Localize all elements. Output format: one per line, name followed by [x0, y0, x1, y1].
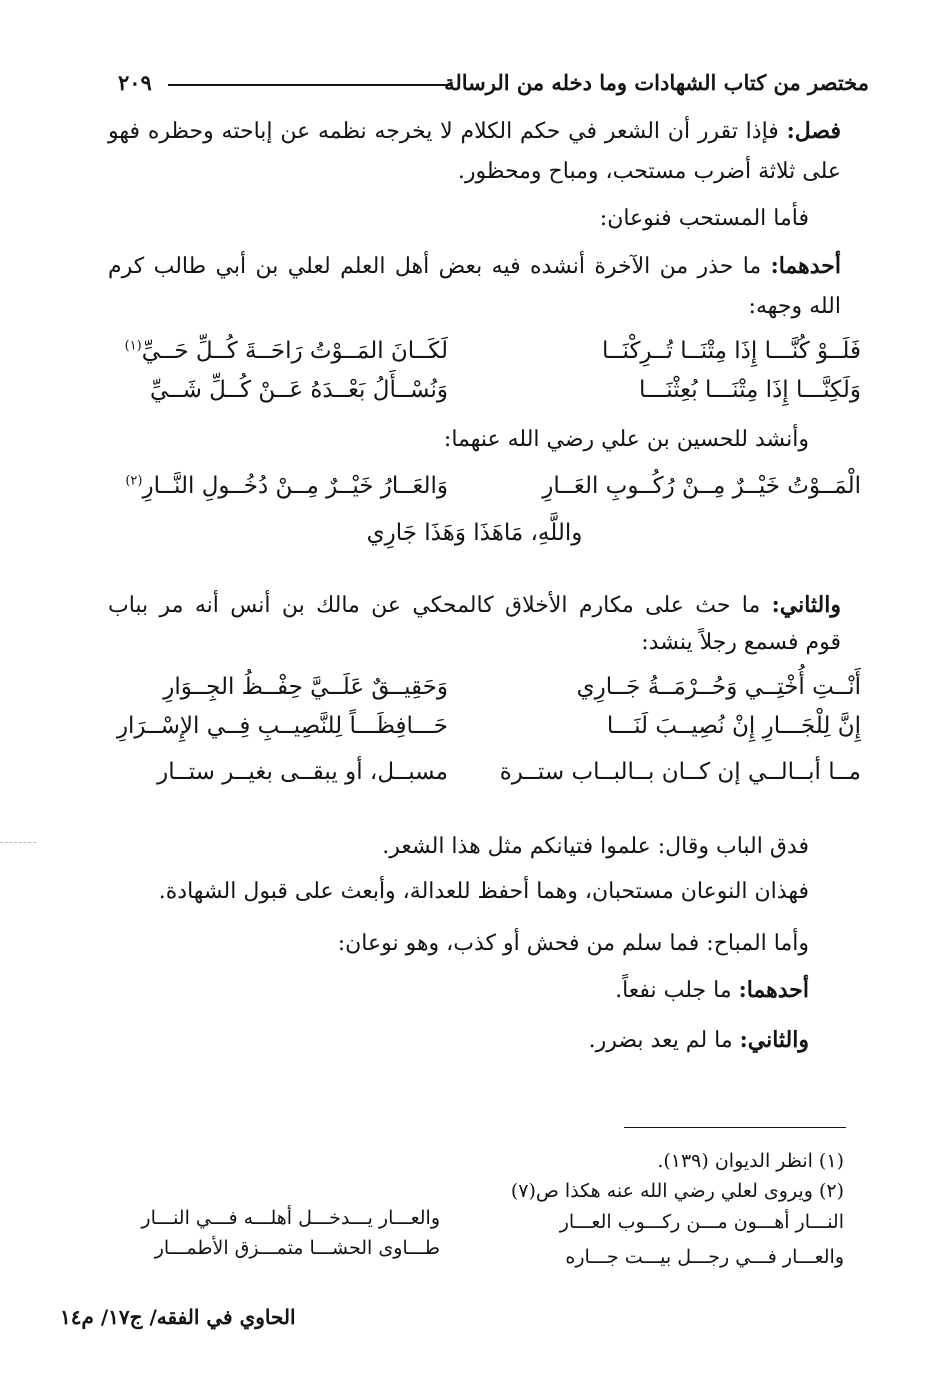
footnote-verse1-left: والعـــار يـــدخـــل أهلـــه فـــي النـــار — [141, 1207, 440, 1229]
first-type-text: ما حذر من الآخرة أنشده فيه بعض أهل العلم لعلي بن أبي طالب كرم — [108, 254, 771, 279]
poem2-left — [108, 473, 448, 499]
paragraph-fasl-line-1 — [108, 118, 841, 144]
header-rule — [168, 84, 450, 86]
footnote-ref-1: (١) — [124, 338, 142, 354]
paragraph-knocked-door: فدق الباب وقال: علموا فتيانكم مثل هذا الشعر. — [382, 834, 809, 859]
paragraph-mustahab: فأما المستحب فنوعان: — [599, 206, 809, 231]
paragraph-mubah-first — [615, 977, 809, 1003]
poem3-verse2-left: حَـــافِظَـــاً لِلنَّصِيــبِ فِــي الإِسْــرَارِ — [116, 713, 448, 739]
footnote-2: (٢) ويروى لعلي رضي الله عنه هكذا ص(٧) — [510, 1180, 844, 1202]
footnote-verse1-right: النـــار أهـــون مـــن ركـــوب العـــار — [559, 1211, 844, 1233]
footnote-ref-2: (٢) — [125, 473, 143, 489]
poem3-verse3-left: مسبــل، أو يبقــى بغيــر ستــار — [157, 759, 448, 785]
paragraph-two-types: فهذان النوعان مستحبان، وهما أحفظ للعدالة، وأبعث على قبول الشهادة. — [158, 879, 809, 904]
poem3-verse1-right: أَنْــتِ أُخْتِــي وَحُــرْمَــةُ جَــارِي — [576, 674, 861, 700]
footnote-verse2-right: والعـــار فـــي رجـــل بيـــت جـــاره — [565, 1246, 844, 1268]
poem3-verse1-left: وَحَقِيــقٌ عَلَــيَّ حِفْــظُ الجِــوَارِ — [163, 674, 448, 700]
poem1-verse1-left-text: لَكَــانَ المَــوْتُ رَاحَــةَ كُــلِّ حَــيِّ — [141, 338, 448, 364]
paragraph-fasl-line-2: على ثلاثة أضرب مستحب، ومباح ومحظور. — [457, 159, 841, 184]
second-type-text: ما حث على مكارم الأخلاق كالمحكي عن مالك بن أنس أنه مر بباب — [108, 593, 772, 618]
poem3-verse3-right: مــا أبــالــي إن كــان بــالبــاب ستــرة — [499, 759, 861, 785]
scan-edge-mark — [0, 842, 36, 843]
mubah-second-text: ما لم يعد بضرر. — [588, 1028, 740, 1053]
poem2-center-line: واللَّهِ، مَاهَذَا وَهَذَا جَارِي — [366, 520, 583, 546]
paragraph-hussein: وأنشد للحسين بن علي رضي الله عنهما: — [443, 427, 809, 452]
mubah-first-label: أحدهما: — [738, 977, 809, 1003]
book-signature-footer: الحاوي في الفقه/ ج١٧/ م١٤ — [60, 1305, 296, 1329]
footnote-1: (١) انظر الديوان (١٣٩). — [657, 1150, 844, 1172]
poem1-verse1-left — [108, 338, 448, 364]
paragraph-second-type-line-2: قوم فسمع رجلاً ينشد: — [641, 630, 841, 655]
poem3-verse2-right: إِنَّ لِلْجَـــارِ إِنْ نُصِيــبَ لَنَـــا — [606, 713, 861, 739]
fasl-label: فصل: — [786, 118, 841, 144]
page-number: ٢٠٩ — [118, 70, 152, 95]
poem1-verse1-right: فَلَــوْ كُنَّـــا إِذَا مِتْنَــا تُــرِكْنَــا — [602, 338, 861, 364]
paragraph-first-type-line-2: الله وجهه: — [748, 294, 841, 319]
footnote-separator — [624, 1127, 846, 1128]
poem1-verse2-right: وَلَكِنَّـــا إِذَا مِتْنَـــا بُعِثْنَـــا — [639, 377, 861, 403]
first-type-label: أحدهما: — [770, 253, 841, 279]
mubah-first-text: ما جلب نفعاً. — [615, 978, 739, 1003]
paragraph-second-type-line-1 — [108, 592, 841, 618]
poem1-verse2-left: وَنُسْــأَلُ بَعْــدَهُ عَــنْ كُــلِّ شَــيِّ — [149, 377, 448, 403]
running-header-title: مختصر من كتاب الشهادات وما دخله من الرسالة — [444, 70, 869, 95]
footnote-verse2-left: طـــاوى الحشـــا متمـــزق الأطمـــار — [154, 1237, 440, 1259]
paragraph-mubah-second — [589, 1027, 809, 1053]
second-type-label: والثاني: — [771, 592, 841, 618]
poem2-right: الْمَــوْتُ خَيْــرٌ مِــنْ رُكُــوبِ العَــارِ — [542, 473, 861, 499]
fasl-text: فإذا تقرر أن الشعر في حكم الكلام لا يخرجه نظمه عن إباحته وحظره فهو — [108, 119, 787, 144]
paragraph-mubah: وأما المباح: فما سلم من فحش أو كذب، وهو نوعان: — [337, 931, 809, 956]
mubah-second-label: والثاني: — [739, 1027, 809, 1053]
poem2-left-text: وَالعَــارُ خَيْــرٌ مِــنْ دُخُــولِ النَّــارِ — [142, 473, 448, 499]
paragraph-first-type-line-1 — [108, 253, 841, 279]
